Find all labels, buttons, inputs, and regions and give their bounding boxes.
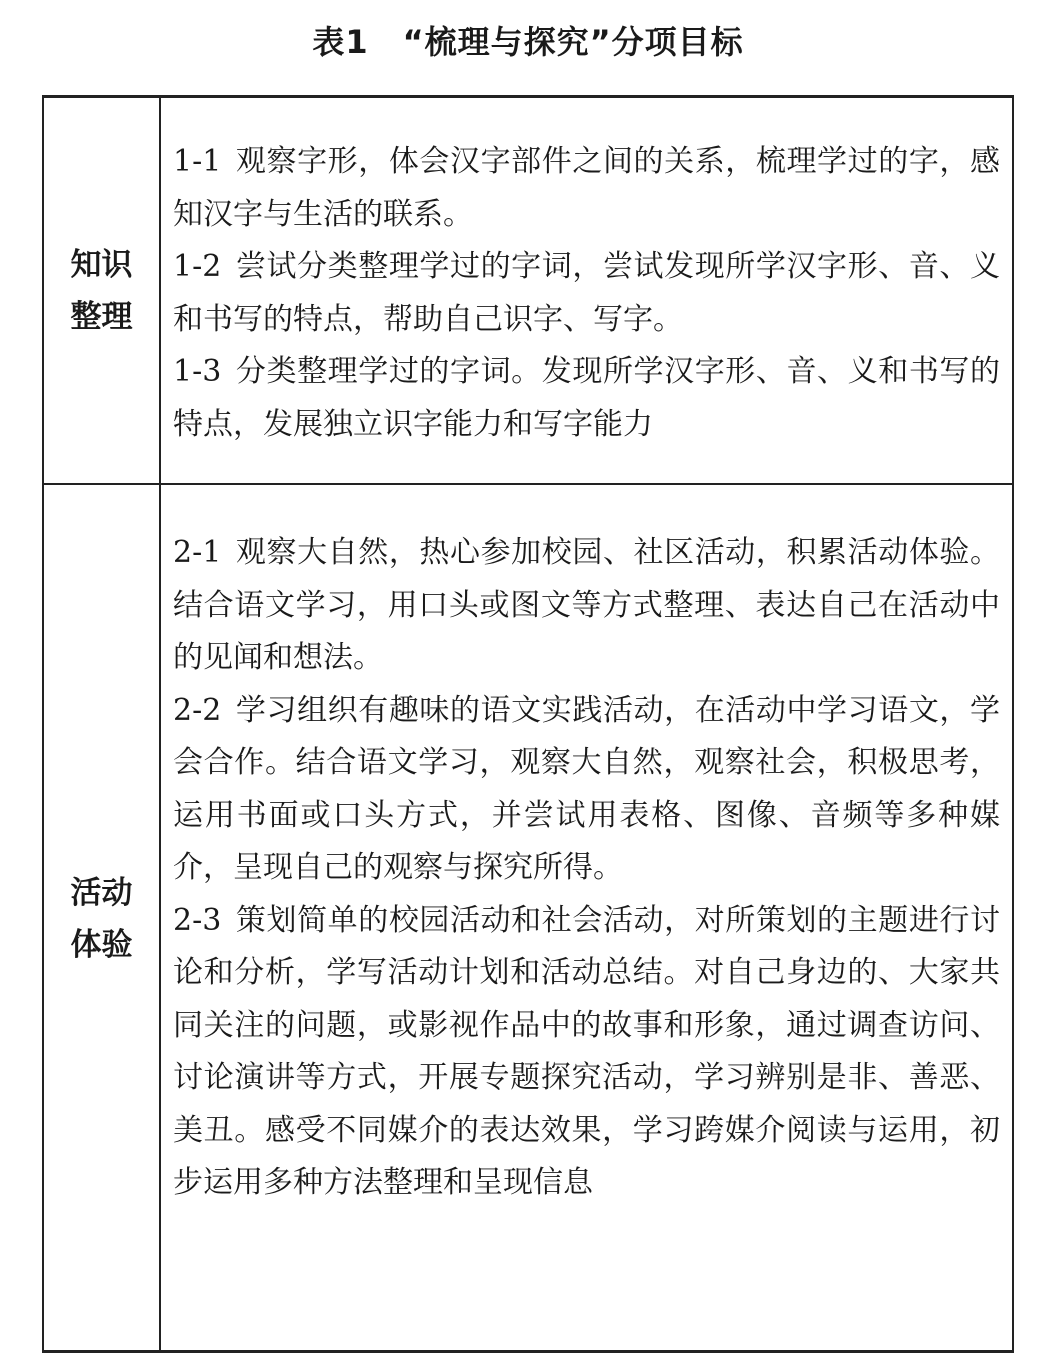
items-cell <box>161 485 1012 1353</box>
table-title <box>0 18 1056 66</box>
table-row <box>44 98 1012 485</box>
goal-code: 2-2 <box>173 692 222 728</box>
goal-text: 策划简单的校园活动和社会活动，对所策划的主题进行讨论和分析，学写活动计划和活动总结。对自己身边的、大家共同关注的问题，或影视作品中的故事和形象，通过调查访问、讨论演讲等方式，开展专题探究活动，学习辨别是非、善恶、美丑。感受不同媒介的表达效果，学习跨媒介阅读与运用，初步运用多种方法整理和呈现信息 <box>173 902 1000 1200</box>
goal-item <box>173 136 1000 241</box>
goal-text: 观察字形，体会汉字部件之间的关系，梳理学过的字，感知汉字与生活的联系。 <box>173 144 1000 232</box>
table-number: 表1 <box>312 23 369 61</box>
category-cell <box>44 485 161 1353</box>
table-row <box>44 485 1012 1353</box>
goal-code: 1-2 <box>173 249 222 284</box>
goal-text: 学习组织有趣味的语文实践活动，在活动中学习语文，学会合作。结合语文学习，观察大自然，观察社会，积极思考，运用书面或口头方式，并尝试用表格、图像、音频等多种媒介，呈现自己的观察与探究所得。 <box>173 692 1000 885</box>
category-label: 活动体验 <box>70 875 133 963</box>
goal-code: 2-1 <box>173 535 222 570</box>
goal-item <box>173 346 1000 451</box>
goal-item <box>173 241 1000 346</box>
goal-code: 1-1 <box>173 144 222 179</box>
goal-text: 分类整理学过的字词。发现所学汉字形、音、义和书写的特点，发展独立识字能力和写字能力 <box>173 354 1000 442</box>
goal-text: 尝试分类整理学过的字词，尝试发现所学汉字形、音、义和书写的特点，帮助自己识字、写字。 <box>173 249 1000 337</box>
goals-table <box>42 95 1014 1353</box>
goal-text: 观察大自然，热心参加校园、社区活动，积累活动体验。结合语文学习，用口头或图文等方式整理、表达自己在活动中的见闻和想法。 <box>173 535 1000 675</box>
category-label: 知识整理 <box>70 246 133 335</box>
goal-item <box>173 685 1000 895</box>
category-cell <box>44 98 161 483</box>
goal-code: 2-3 <box>173 902 222 938</box>
table-title-text: “梳理与探究”分项目标 <box>402 23 744 61</box>
items-cell <box>161 98 1012 483</box>
goal-item <box>173 527 1000 685</box>
goal-item <box>173 895 1000 1210</box>
goal-code: 1-3 <box>173 354 222 389</box>
